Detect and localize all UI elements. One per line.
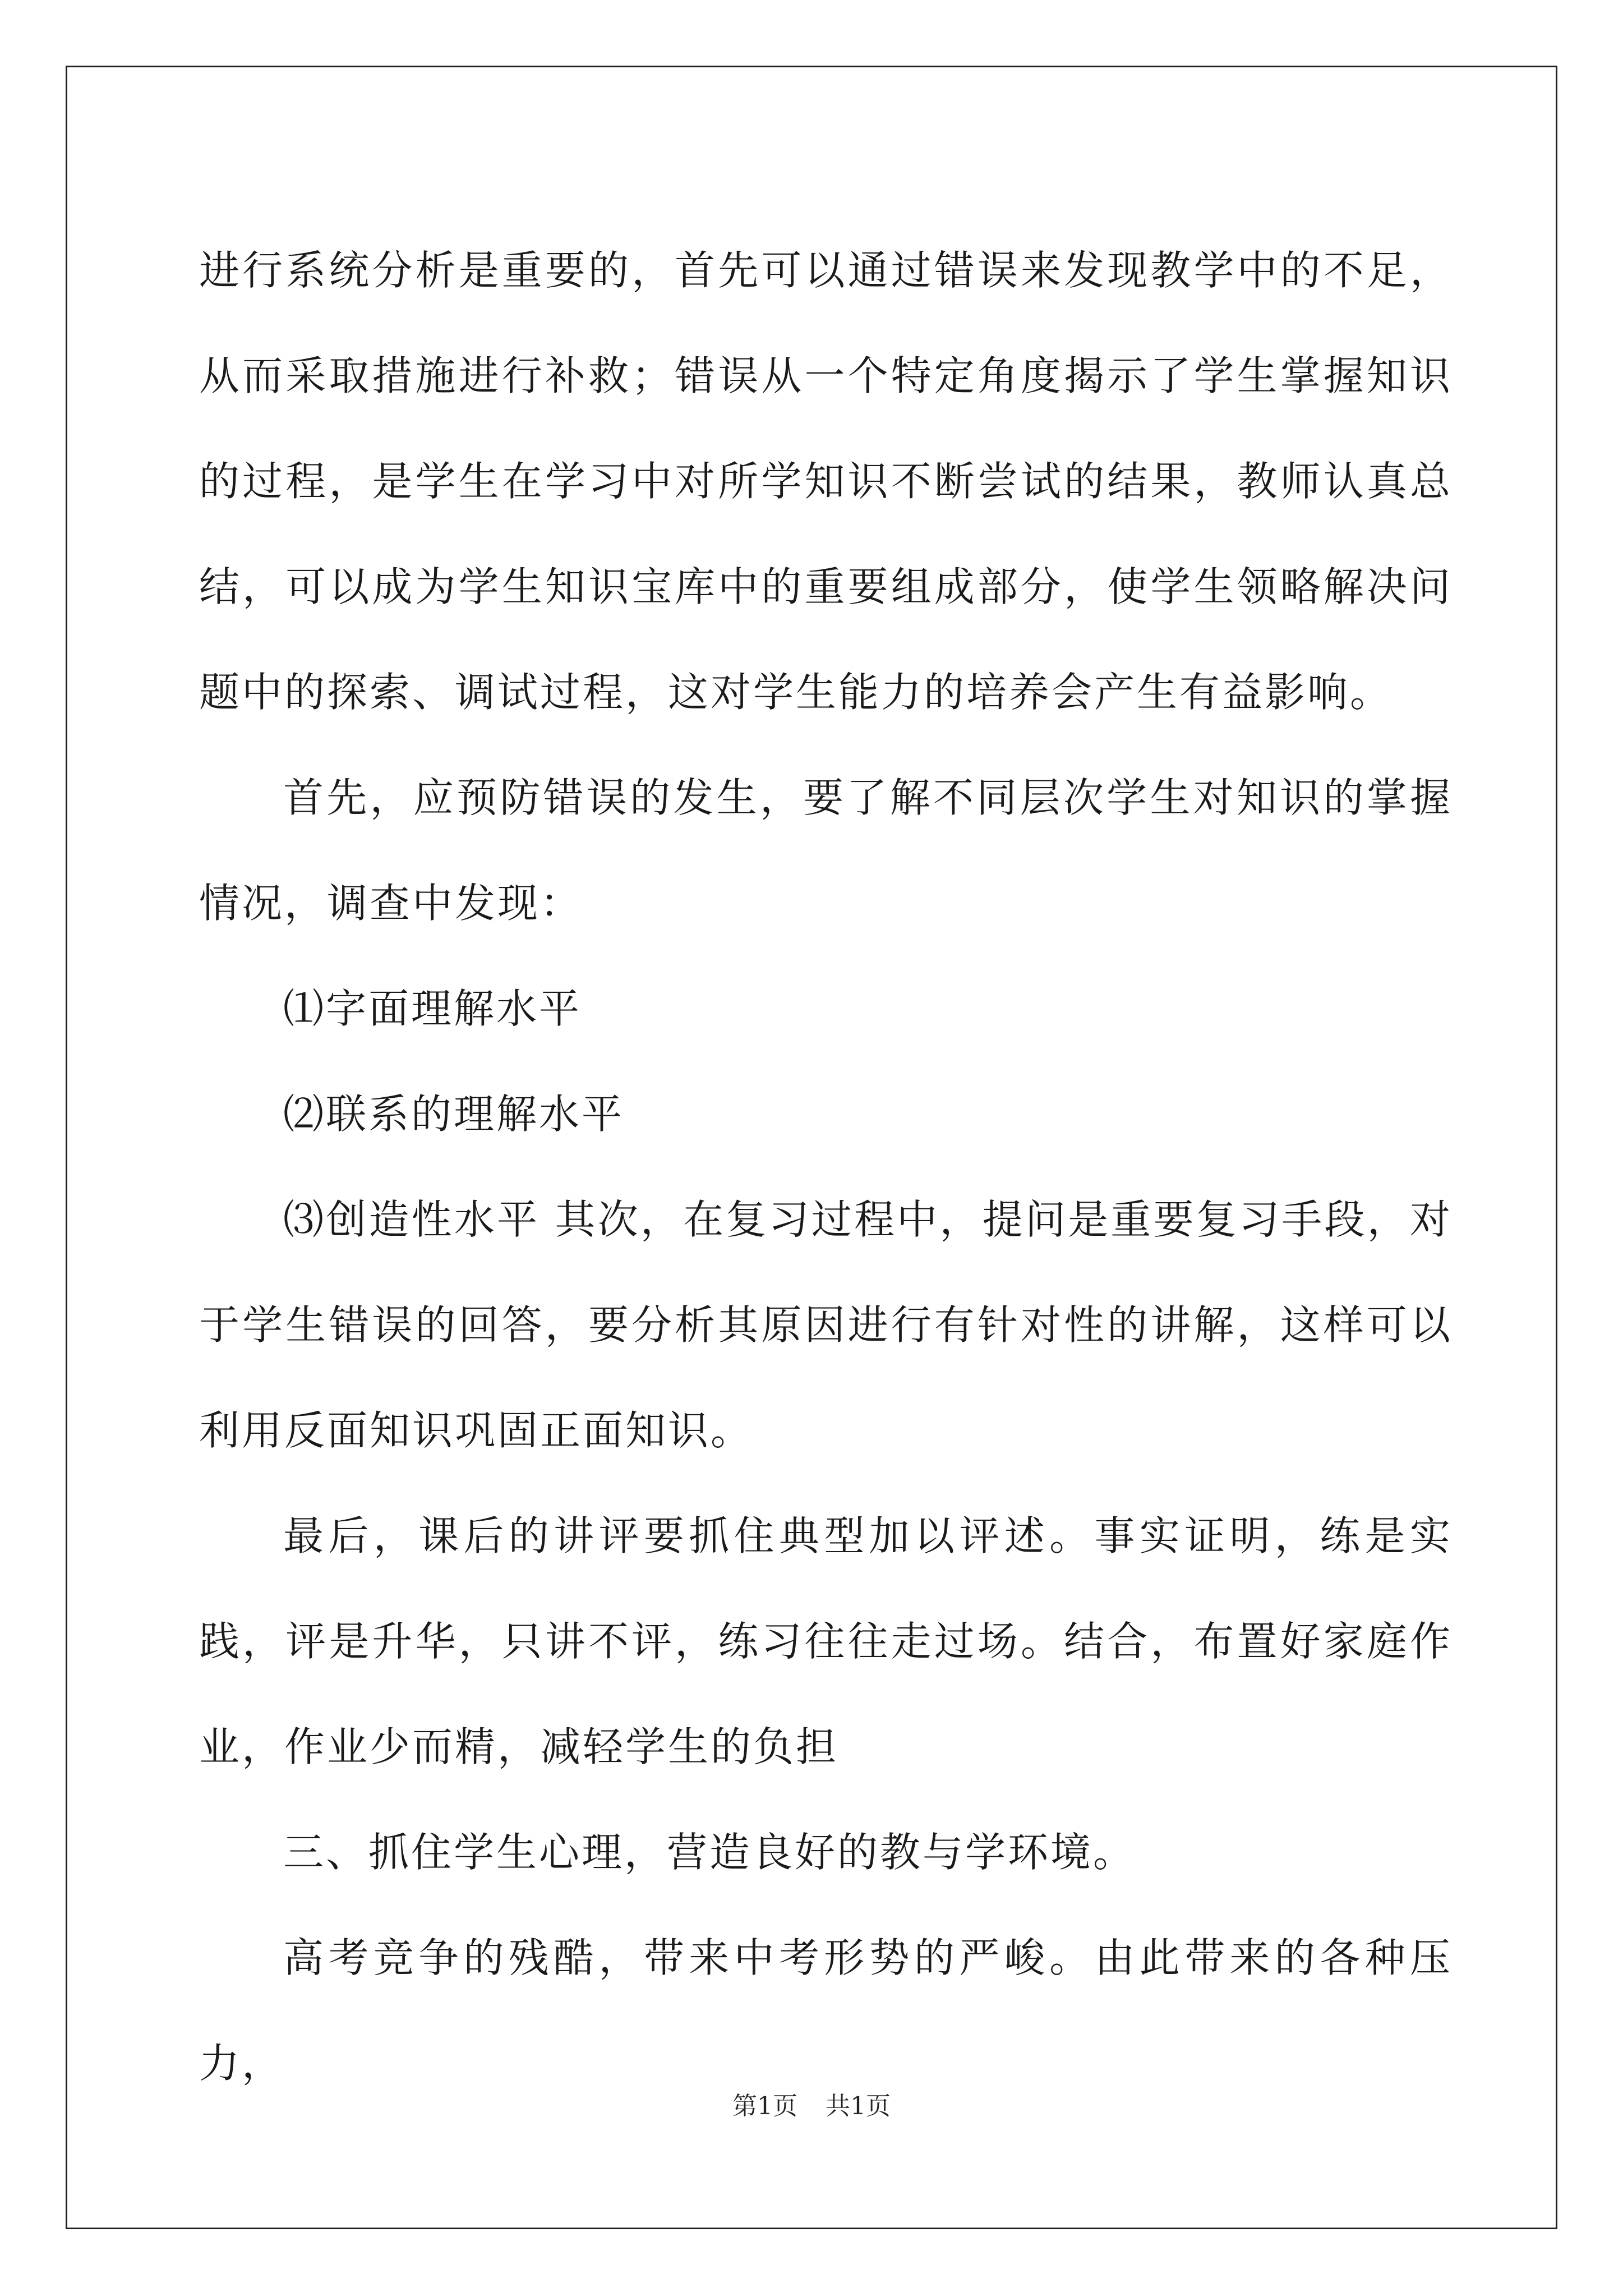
list-item: ⑵联系的理解水平 <box>283 1091 625 1138</box>
page-number: 第1页 <box>732 2092 797 2120</box>
paragraph: 首先，应预防错误的发生，要了解不同层次学生对知识的掌握情况，调查中发现： <box>199 774 1453 927</box>
list-item: ⑴字面理解水平 <box>283 985 582 1032</box>
list-item: ⑶创造性水平 其次，在复习过程中，提问是重要复习手段，对于学生错误的回答，要分析其原因进行有针对性的讲解，这样可以利用反面知识巩固正面知识。 <box>199 1196 1453 1454</box>
paragraph: 进行系统分析是重要的，首先可以通过错误来发现教学中的不足，从而采取措施进行补救；错误从一个特定角度揭示了学生掌握知识的过程，是学生在学习中对所学知识不断尝试的结果，教师认真总结，可以成为学生知识宝库中的重要组成部分，使学生领略解决问题中的探索、调试过程，这对学生能力的培养会产生有益影响。 <box>199 247 1453 716</box>
document-body <box>199 218 1453 2087</box>
section-heading: 三、抓住学生心理，营造良好的教与学环境。 <box>283 1829 1136 1876</box>
paragraph: 高考竞争的残酷，带来中考形势的严峻。由此带来的各种压力， <box>199 1934 1453 2087</box>
paragraph: 最后，课后的讲评要抓住典型加以评述。事实证明，练是实践，评是升华，只讲不评，练习往往走过场。结合，布置好家庭作业，作业少而精，减轻学生的负担 <box>199 1512 1453 1770</box>
page-footer <box>0 2090 1623 2123</box>
page-total: 共1页 <box>826 2092 891 2120</box>
